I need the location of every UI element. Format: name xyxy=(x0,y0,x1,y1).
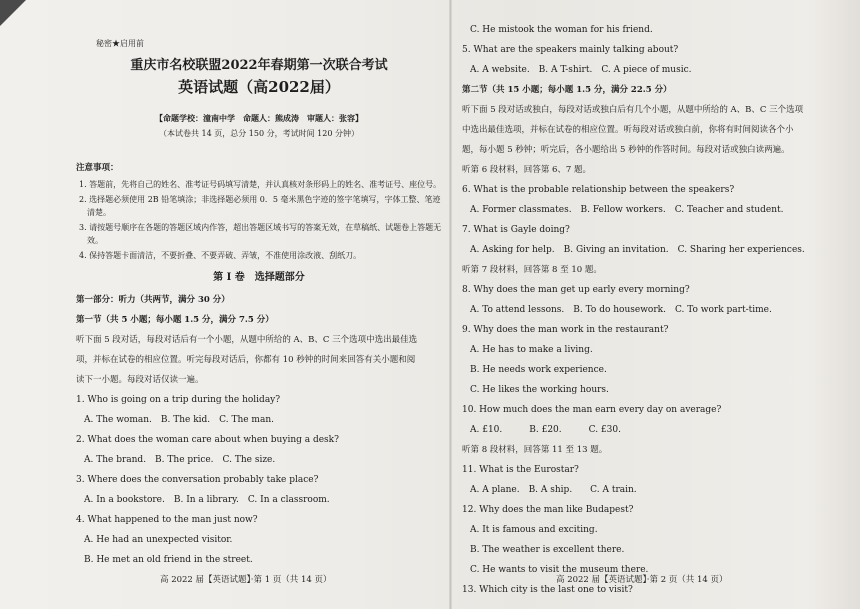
instruction-line: 听第 6 段材料，回答第 6、7 题。 xyxy=(462,165,592,175)
section-title: 第 I 卷 选择题部分 xyxy=(213,272,305,283)
instruction-line: 听下面 5 段对话，每段对话后有一个小题，从题中所给的 A、B、C 三个选项中选出最佳选 xyxy=(76,335,418,345)
question-12-option-b: B. The weather is excellent there. xyxy=(470,545,625,555)
note-item: 2. 选择题必须使用 2B 铅笔填涂；非选择题必须用 0．5 毫米黑色字迹的签字笔填写，字体工整、笔迹清楚。 xyxy=(79,195,441,217)
question-10-options: A. £10. B. £20. C. £30. xyxy=(470,425,621,435)
question-11: 11. What is the Eurostar? xyxy=(462,465,579,475)
question-4-option-a: A. He had an unexpected visitor. xyxy=(84,535,233,545)
question-6-options: A. Former classmates. B. Fellow workers. C. Teacher and student. xyxy=(470,205,784,215)
exam-title: 重庆市名校联盟2022年春期第一次联合考试 xyxy=(130,58,388,73)
listening-cue: 听第 7 段材料，回答第 8 至 10 题。 xyxy=(462,265,602,275)
page-edge-shadow xyxy=(808,0,860,609)
note-item: 4. 保持答题卡面清洁，不要折叠、不要弄破、弄皱，不准使用涂改液、刮纸刀。 xyxy=(79,251,362,260)
exam-subtitle: 英语试题（高2022届） xyxy=(178,78,340,96)
note-item: 3. 请按题号顺序在各题的答题区域内作答，超出答题区域书写的答案无效，在草稿纸、试题卷上答题无效。 xyxy=(79,223,442,245)
question-3: 3. Where does the conversation probably take place? xyxy=(76,475,319,485)
note-item: 1. 答题前，先将自己的姓名、准考证号码填写清楚，并认真核对条形码上的姓名、准考证号、座位号。 xyxy=(79,180,442,189)
instruction-line: 中选出最佳选项，并标在试卷的相应位置。听每段对话或独白前，你将有时间阅读各个小 xyxy=(462,125,794,135)
question-4-option-b: B. He met an old friend in the street. xyxy=(84,555,253,565)
exam-meta xyxy=(76,110,442,142)
question-9: 9. Why does the man work in the restaurant? xyxy=(462,325,669,335)
page-footer-right: 高 2022 届【英语试题】·第 2 页（共 14 页） xyxy=(556,575,728,585)
question-5-options: A. A website. B. A T-shirt. C. A piece of music. xyxy=(470,65,692,75)
question-10: 10. How much does the man earn every day on average? xyxy=(462,405,722,415)
sec1-heading: 第一节（共 5 小题；每小题 1.5 分，满分 7.5 分） xyxy=(76,315,274,325)
question-1: 1. Who is going on a trip during the holiday? xyxy=(76,395,281,405)
right-page xyxy=(462,20,805,600)
question-9-option-b: B. He needs work experience. xyxy=(470,365,607,375)
instruction-line: 听下面 5 段对话或独白，每段对话或独白后有几个小题，从题中所给的 A、B、C 三个选项 xyxy=(462,105,804,115)
page-corner xyxy=(0,0,26,26)
question-2: 2. What does the woman care about when buying a desk? xyxy=(76,435,339,445)
question-13: 13. Which city is the last one to visit? xyxy=(462,585,633,595)
listening-cue: 听第 8 段材料，回答第 11 至 13 题。 xyxy=(462,445,608,455)
center-fold xyxy=(449,0,452,609)
question-2-options: A. The brand. B. The price. C. The size. xyxy=(84,455,276,465)
question-7-options: A. Asking for help. B. Giving an invitation. C. Sharing her experiences. xyxy=(470,245,805,255)
question-12: 12. Why does the man like Budapest? xyxy=(462,505,634,515)
left-page xyxy=(76,34,442,570)
question-6: 6. What is the probable relationship between the speakers? xyxy=(462,185,735,195)
question-5: 5. What are the speakers mainly talking about? xyxy=(462,45,679,55)
exam-authors: 【命题学校：潼南中学 命题人：熊成涛 审题人：张容】 xyxy=(155,113,363,123)
question-1-options: A. The woman. B. The kid. C. The man. xyxy=(84,415,274,425)
question-8: 8. Why does the man get up early every morning? xyxy=(462,285,690,295)
question-4-option-c: C. He mistook the woman for his friend. xyxy=(470,25,653,35)
instruction-line: 读下一小题。每段对话仅读一遍。 xyxy=(76,375,204,385)
question-8-options: A. To attend lessons. B. To do housework. C. To work part-time. xyxy=(470,305,772,315)
instruction-line: 题，每小题 5 秒钟；听完后，各小题给出 5 秒钟的作答时间。每段对话或独白读两遍。 xyxy=(462,145,790,155)
instruction-line: 项，并标在试卷的相应位置。听完每段对话后，你都有 10 秒钟的时间来回答有关小题和阅 xyxy=(76,355,416,365)
notes-heading: 注意事项： xyxy=(76,163,119,173)
question-12-option-a: A. It is famous and exciting. xyxy=(470,525,598,535)
question-3-options: A. In a bookstore. B. In a library. C. In a classroom. xyxy=(84,495,330,505)
page-footer-left: 高 2022 届【英语试题】·第 1 页（共 14 页） xyxy=(160,575,332,585)
question-9-option-a: A. He has to make a living. xyxy=(470,345,593,355)
part1-heading: 第一部分：听力（共两节，满分 30 分） xyxy=(76,295,230,305)
sec2-heading: 第二节（共 15 小题；每小题 1.5 分，满分 22.5 分） xyxy=(462,85,672,95)
question-12-option-c: C. He wants to visit the museum there. xyxy=(470,565,649,575)
question-4: 4. What happened to the man just now? xyxy=(76,515,258,525)
question-11-options: A. A plane. B. A ship. C. A train. xyxy=(470,485,637,495)
question-7: 7. What is Gayle doing? xyxy=(462,225,570,235)
exam-info: （本试卷共 14 页，总分 150 分，考试时间 120 分钟） xyxy=(159,129,359,138)
secret-label: 秘密★启用前 xyxy=(96,39,144,48)
question-9-option-c: C. He likes the working hours. xyxy=(470,385,609,395)
